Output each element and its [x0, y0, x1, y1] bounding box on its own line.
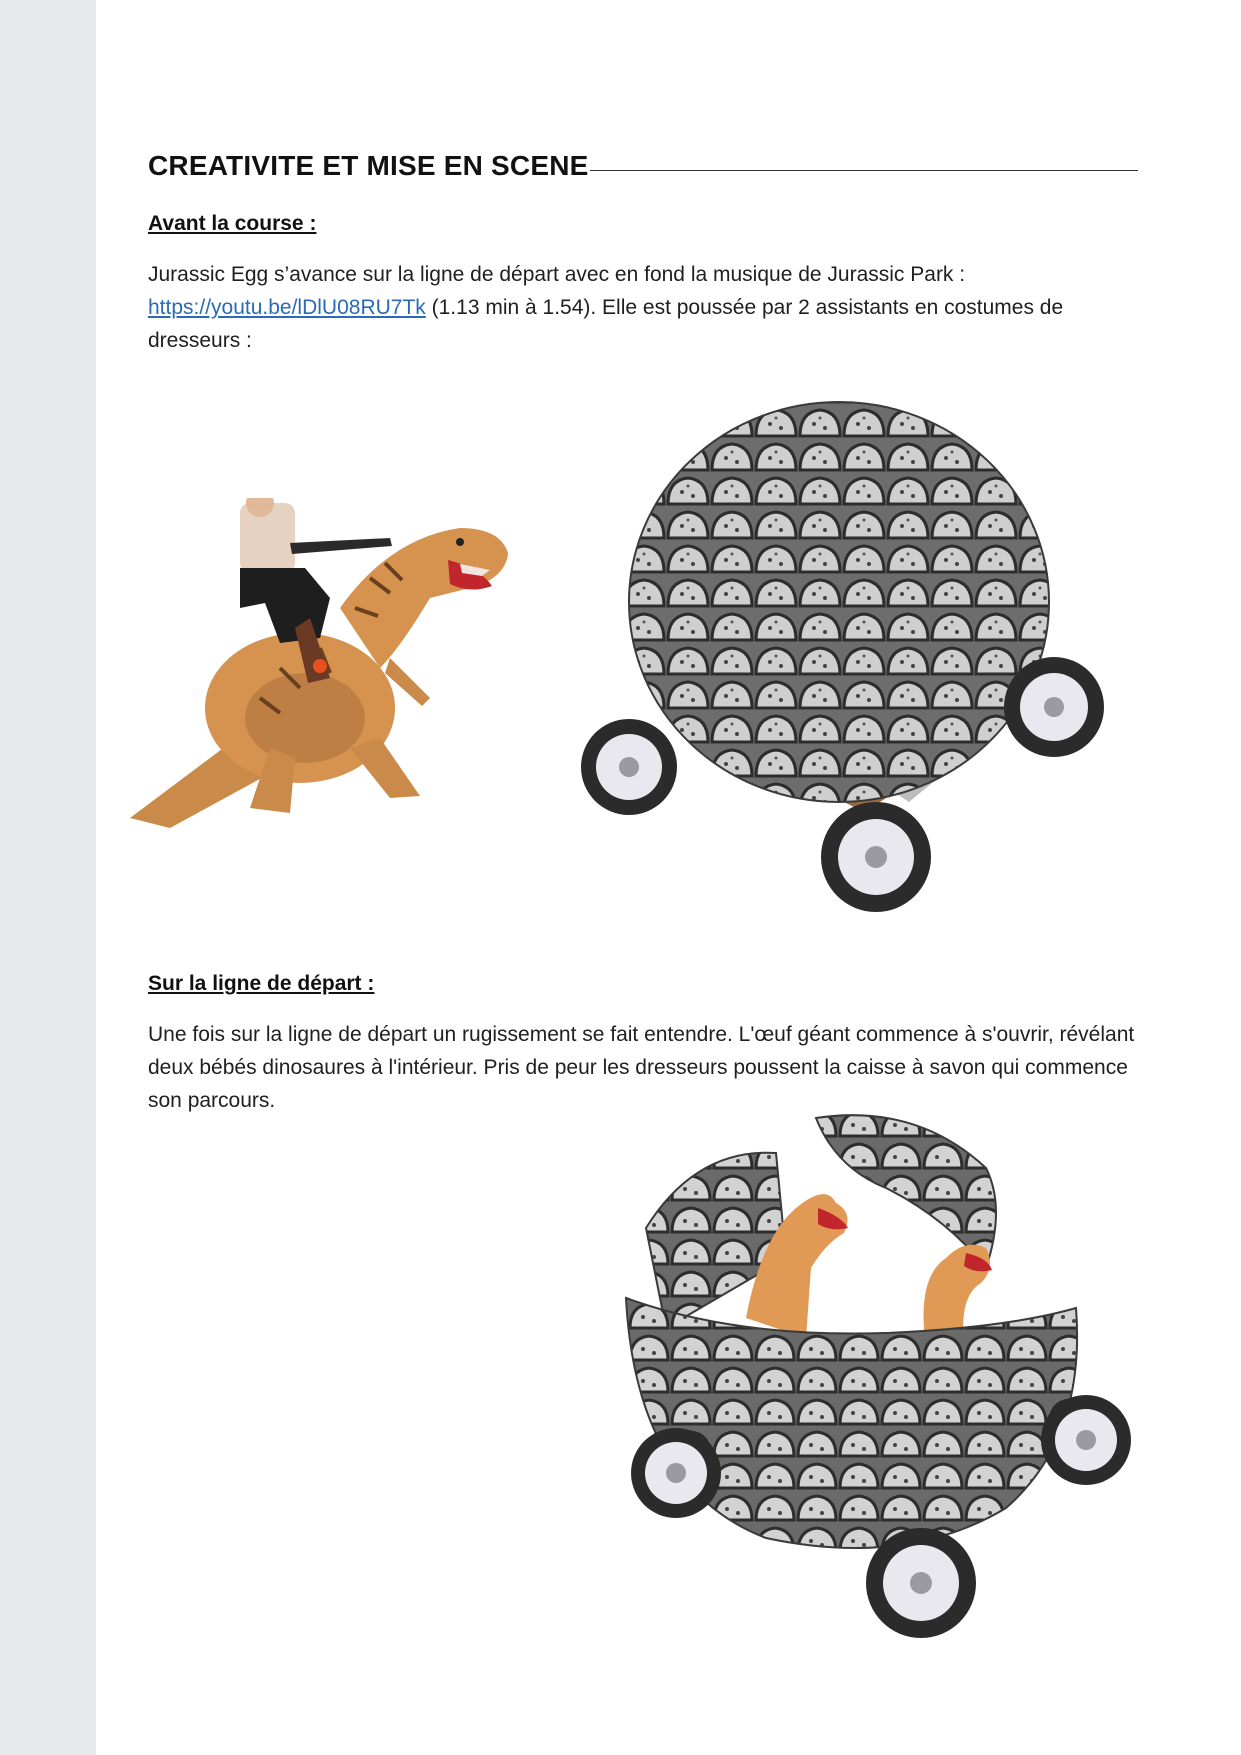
document-page [96, 0, 1241, 1755]
wheel [581, 719, 677, 815]
section-title: CREATIVITE ET MISE EN SCENE [148, 150, 589, 181]
heading-before-race: Avant la course : [148, 212, 317, 235]
heading-start-line: Sur la ligne de départ : [148, 972, 375, 995]
paragraph-start-line: Une fois sur la ligne de départ un rugissement se fait entendre. L'œuf géant commence à s'ouvrir, révélant deux bébés dinosaures à l'intérieur. Pris de peur les dresseurs poussent la caisse à savon qui commence son parcours. [148, 1023, 1135, 1112]
paragraph-before-race [148, 258, 1148, 357]
wheel [866, 1528, 976, 1638]
paragraph-text-1: Jurassic Egg s’avance sur la ligne de départ avec en fond la musique de Jurassic Park : [148, 263, 966, 286]
paragraph-text-2: (1.13 min à 1.54). Elle est poussée par 2 assistants en costumes de dresseurs : [148, 296, 1064, 352]
wheel [1004, 657, 1104, 757]
trex-costume-image [130, 498, 520, 828]
youtube-link[interactable]: https://youtu.be/lDlU08RU7Tk [148, 296, 426, 319]
wheel [1041, 1395, 1131, 1485]
opened-egg-image [586, 1108, 1186, 1648]
page-margin-band [0, 0, 96, 1755]
wheel [631, 1428, 721, 1518]
egg-cart-image [534, 372, 1164, 922]
wheel [821, 802, 931, 912]
title-rule [590, 170, 1138, 171]
